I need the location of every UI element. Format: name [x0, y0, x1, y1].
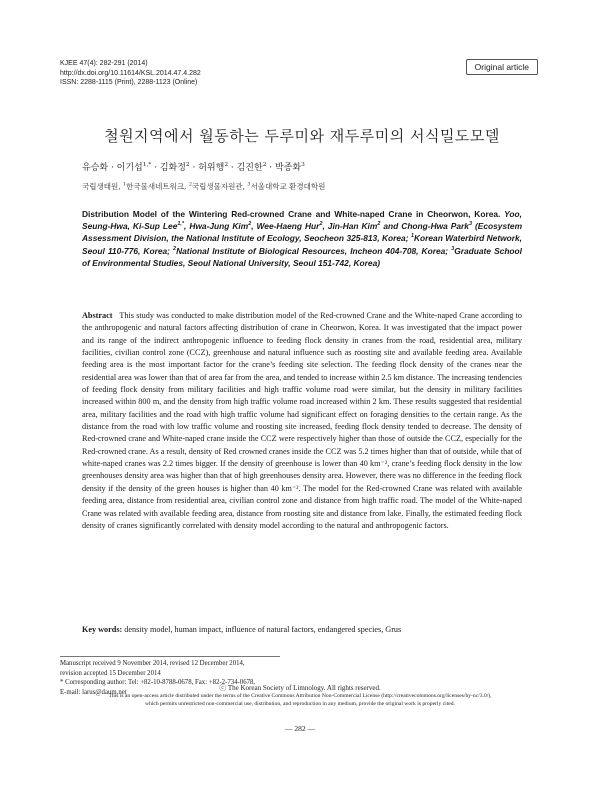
copyright: ⓒ The Korean Society of Limnology. All rights reserved.	[219, 684, 381, 692]
footnote-line: E-mail: larus@daum.net	[60, 688, 127, 696]
abstract-label: Abstract	[82, 311, 113, 320]
keywords	[82, 625, 522, 634]
keywords-text: density model, human impact, influence of natural factors, endangered species, Grus	[124, 625, 402, 634]
footnote-divider	[60, 656, 280, 657]
page-number: — 282 —	[285, 724, 315, 733]
affiliations-korean: 국립생태원, $^1$한국물새네트워크, $^2$국립생물자원관, $^3$서울대학교 환경대학원	[82, 181, 326, 191]
journal-citation: KJEE 47(4): 282-291 (2014)	[60, 60, 148, 67]
footnote-line: * Corresponding author: Tel: +82-10-8788-0678, Fax: +82-2-734-0678,	[60, 679, 256, 686]
english-authors-affiliations: Yoo, Seung-Hwa, Ki-Sup Lee$^{1,*}$, Hwa-Jung Kim$^2$, Wee-Haeng Hur$^2$, Jin-Han Kim$^2$ and Chong-Hwa Park$^3$ (Ecosystem Assessment Division, the National Institute of Ecology, Seocheon 325-813, Korea; $^1$Korean Waterbird Network, Seoul 110-776, Korea; $^2$National Institute of Biological Resources, Incheon 404-708, Korea; $^3$Graduate School of Environmental Studies, Seoul National University, Seoul 151-742, Korea)	[82, 209, 523, 268]
license-text	[60, 693, 540, 708]
authors-korean: 유승화 · 이기섭$^{1,*}$ · 김화정$^2$ · 허위행$^2$ · 김진한$^2$ · 박종화$^3$	[82, 162, 305, 173]
license-line: which permits unrestricted non-commercial use, distribution, and reproduction in any medium, provide the original work is properly cited.	[145, 700, 455, 707]
doi-link[interactable]: http://dx.doi.org/10.11614/KSL.2014.47.4.282	[60, 69, 201, 77]
article-type-badge: Original article	[466, 59, 538, 75]
footnote-line: Manuscript received 9 November 2014, revised 12 December 2014,	[60, 660, 245, 667]
abstract-text: This study was conducted to make distribution model of the Red-crowned Crane and the White-naped Crane according to the anthropogenic and natural factors affecting distribution of crane in Cheorwon, Korea. It was investigated that the impact power and its range of the indirect anthropogenic influence to feeding flock density in cranes from the road, residential area, military facilities, civilian control zone (CCZ), greenhouse and natural influence such as roosting site and available feeding area. Available feeding area is the most important factor for the crane’s feeding site selection. The feeding flock density of the cranes near the residential area was lower than that of area far from the area, and tended to increase within 2.5 km distance. The increasing tendencies of feeding flock density from military facilities and high traffic volume road were similar, but the density in military facilities increased within 800 m, and the density from high traffic volume road increased within 2 km. These results suggested that residential area, military facilities and the road with high traffic volume had significant effect on foraging densities to the certain range. As the distance from the road with low traffic volume and roosting site increased, feeding flock density tended to decrease. The density of Red-crowned crane and White-naped crane inside the CCZ were respectively higher than those of outside the CCZ, especially for the Red-crowned crane. As a result, density of Red crowned cranes inside the CCZ was 5.2 times higher than that of outside, while that of white-naped cranes was 2.2 times bigger. If the density of greenhouse is lower than 40 km⁻², crane’s feeding flock density in the low greenhouses density area was higher than that of high greenhouses density area. However, there was no difference in the feeding flock density if the density of the green houses is higher than 40 km⁻². The model for the Red-crowned Crane was related with available feeding area, distance from residential area, civilian control zone and distance from high traffic road. The model of the White-naped Crane was related with available feeding area, distance from roosting site and distance from lake. Finally, the estimated feeding flock density of cranes significantly correlated with density model according to the natural and anthropogenic factors.	[82, 311, 523, 530]
english-title-block	[82, 208, 522, 269]
issn: ISSN: 2288-1115 (Print), 2288-1123 (Online)	[60, 79, 198, 86]
journal-meta	[60, 59, 201, 88]
paper-title: 철원지역에서 월동하는 두루미와 재두루미의 서식밀도모델	[104, 127, 500, 145]
abstract	[82, 310, 522, 532]
keywords-label: Key words:	[82, 625, 123, 634]
english-title: Distribution Model of the Wintering Red-crowned Crane and White-naped Crane in Cheorwon, Korea.	[82, 209, 501, 219]
footnote-line: revision accepted 15 December 2014	[60, 669, 161, 677]
license-line: This is an open-access article distributed under the terms of the Creative Commons Attribution Non-Commercial License (http://creativecommons.org/licenses/by-nc/3.0/),	[108, 693, 492, 699]
